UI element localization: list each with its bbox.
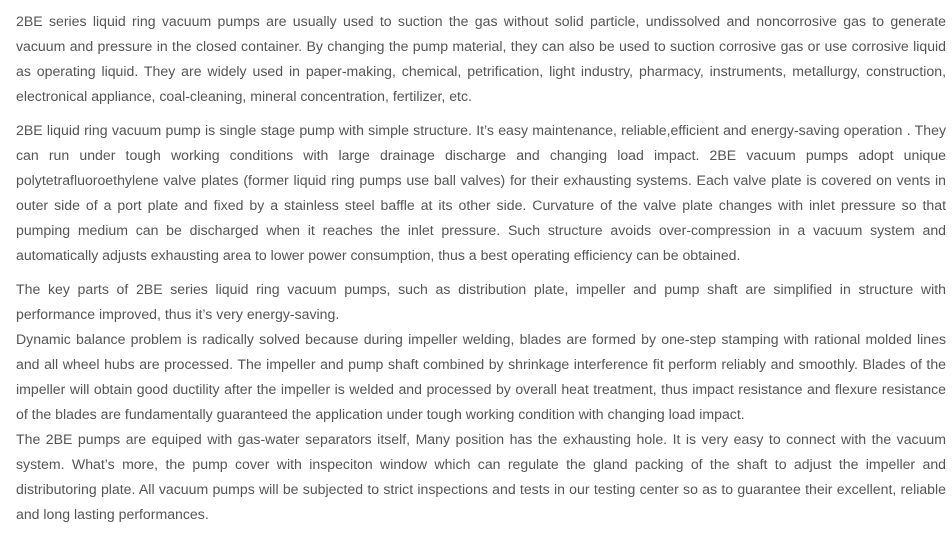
paragraph-structure: 2BE liquid ring vacuum pump is single stage pump with simple structure. It’s easy maintenance, reliable,efficient and energy-saving operation . They can run under tough working conditions with large drainage discharge and changing load impact. 2BE vacuum pumps adopt unique polytetrafluoroethylene valve plates (former liquid ring pumps use ball valves) for their exhausting systems. Each valve plate is covered on vents in outer side of a port plate and fixed by a stainless steel baffle at its other side. Curvature of the valve plate changes with inlet pressure so that pumping medium can be discharged when it reaches the inlet pressure. Such structure avoids over-compression in a vacuum system and automatically adjusts exhausting area to lower power consumption, thus a best operating efficiency can be obtained.	[16, 122, 946, 263]
paragraph-dynamic-balance: Dynamic balance problem is radically solved because during impeller welding, blades are formed by one-step stamping with rational molded lines and all wheel hubs are processed. The impeller and pump shaft combined by shrinkage interference fit perform reliably and smoothly. Blades of the impeller will obtain good ductility after the impeller is welded and processed by overall heat treatment, thus impact resistance and flexure resistance of the blades are fundamentally guaranteed the application under tough working condition with changing load impact.	[16, 331, 946, 422]
paragraph-separators: The 2BE pumps are equiped with gas-water separators itself, Many position has the exhausting hole. It is very easy to connect with the vacuum system. What’s more, the pump cover with inspeciton window which can regulate the gland packing of the shaft to adjust the impeller and distributoring plate. All vacuum pumps will be subjected to strict inspections and tests in our testing center so as to guarantee their excellent, reliable and long lasting performances.	[16, 431, 946, 522]
paragraph-applications: 2BE series liquid ring vacuum pumps are usually used to suction the gas without solid particle, undissolved and noncorrosive gas to generate vacuum and pressure in the closed container. By changing the pump material, they can also be used to suction corrosive gas or use corrosive liquid as operating liquid. They are widely used in paper-making, chemical, petrification, light industry, pharmacy, instruments, metallurgy, construction, electronical appliance, coal-cleaning, mineral concentration, fertilizer, etc.	[16, 13, 946, 104]
paragraph-key-parts: The key parts of 2BE series liquid ring vacuum pumps, such as distribution plate, impeller and pump shaft are simplified in structure with performance improved, thus it’s very energy-saving.	[16, 281, 946, 322]
article-body	[16, 9, 946, 527]
